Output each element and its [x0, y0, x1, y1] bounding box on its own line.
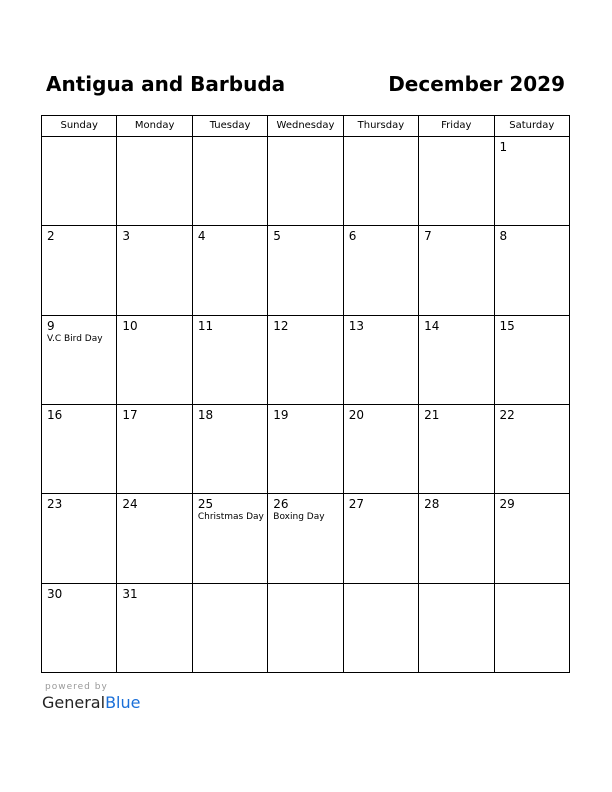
day-number: 9: [47, 318, 55, 333]
day-number: 21: [424, 407, 440, 422]
calendar-day-cell: [117, 315, 192, 404]
calendar-day-cell: [192, 583, 267, 672]
day-number: 7: [424, 229, 432, 244]
brand-blue-text: Blue: [105, 693, 141, 712]
calendar-week-row: [42, 137, 570, 226]
calendar-day-cell: [192, 137, 267, 226]
calendar-day-cell: [343, 583, 418, 672]
holiday-label: Christmas Day: [197, 512, 264, 523]
calendar-day-cell: [268, 137, 343, 226]
day-number: 12: [273, 318, 289, 333]
holiday-label: Boxing Day: [273, 512, 325, 523]
day-number: 16: [47, 407, 63, 422]
calendar-week-row: [42, 404, 570, 493]
calendar-day-cell: [117, 494, 192, 583]
calendar-day-cell: [494, 137, 569, 226]
generalblue-logo: [42, 693, 140, 713]
calendar-day-cell: [419, 315, 494, 404]
calendar-day-cell: [419, 494, 494, 583]
day-number: 26: [273, 497, 289, 512]
weekday-header-row: [42, 116, 570, 137]
calendar-day-cell: [343, 494, 418, 583]
day-number: 28: [424, 497, 440, 512]
calendar-day-cell: [42, 226, 117, 315]
weekday-header-monday: Monday: [117, 116, 192, 137]
calendar-day-cell: [42, 583, 117, 672]
calendar-day-cell: [117, 137, 192, 226]
month-calendar-grid: [41, 115, 570, 673]
day-number: 3: [122, 229, 131, 244]
day-number: 31: [122, 586, 138, 601]
calendar-day-cell: [419, 583, 494, 672]
calendar-day-cell: [117, 404, 192, 493]
day-number: 30: [47, 586, 63, 601]
day-number: 14: [424, 318, 440, 333]
day-number: 20: [348, 407, 364, 422]
calendar-day-cell: [192, 404, 267, 493]
calendar-day-cell: [42, 315, 117, 404]
day-number: 13: [348, 318, 364, 333]
weekday-header-saturday: Saturday: [494, 116, 569, 137]
brand-general-text: General: [42, 693, 106, 712]
day-number: 27: [348, 497, 364, 512]
day-number: 5: [273, 229, 281, 244]
calendar-country-title: Antigua and Barbuda: [46, 72, 286, 96]
weekday-header-wednesday: Wednesday: [268, 116, 343, 137]
day-number: 24: [122, 497, 138, 512]
calendar-day-cell: [117, 226, 192, 315]
calendar-day-cell: [419, 404, 494, 493]
day-number: 1: [499, 140, 508, 154]
day-number: 2: [47, 229, 55, 244]
day-number: 18: [197, 407, 214, 422]
calendar-day-cell: [268, 315, 343, 404]
calendar-day-cell: [343, 226, 418, 315]
weekday-header-sunday: Sunday: [42, 116, 117, 137]
weekday-header-friday: Friday: [419, 116, 494, 137]
day-number: 11: [197, 318, 214, 333]
holiday-label: V.C Bird Day: [47, 333, 103, 344]
calendar-week-row: [42, 494, 570, 583]
day-number: 17: [122, 407, 138, 422]
calendar-day-cell: [42, 494, 117, 583]
day-number: 8: [499, 229, 508, 244]
calendar-day-cell: [419, 137, 494, 226]
calendar-day-cell: [343, 315, 418, 404]
calendar-day-cell: [343, 404, 418, 493]
calendar-weeks: [42, 137, 570, 673]
day-number: 19: [273, 407, 289, 422]
calendar-day-cell: [42, 137, 117, 226]
calendar-day-cell: [343, 137, 418, 226]
day-number: 22: [499, 407, 515, 422]
calendar-day-cell: [494, 315, 569, 404]
calendar-week-row: [42, 315, 570, 404]
weekday-header-thursday: Thursday: [343, 116, 418, 137]
calendar-day-cell: [192, 315, 267, 404]
day-number: 29: [499, 497, 515, 512]
calendar-day-cell: [494, 583, 569, 672]
day-number: 25: [197, 497, 214, 512]
calendar-day-cell: [494, 494, 569, 583]
calendar-week-row: [42, 226, 570, 315]
calendar-day-cell: [494, 404, 569, 493]
day-number: 10: [122, 318, 138, 333]
calendar-day-cell: [42, 404, 117, 493]
calendar-month-title: December 2029: [388, 72, 565, 96]
calendar-day-cell: [494, 226, 569, 315]
calendar-day-cell: [268, 583, 343, 672]
powered-by-label: powered by: [45, 682, 108, 692]
calendar-day-cell: [117, 583, 192, 672]
day-number: 15: [499, 318, 515, 333]
calendar-day-cell: [268, 226, 343, 315]
day-number: 23: [47, 497, 63, 512]
calendar-day-cell: [268, 494, 343, 583]
calendar-week-row: [42, 583, 570, 672]
weekday-header-tuesday: Tuesday: [192, 116, 267, 137]
day-number: 6: [348, 229, 357, 244]
calendar-day-cell: [192, 494, 267, 583]
calendar-day-cell: [268, 404, 343, 493]
calendar-day-cell: [192, 226, 267, 315]
day-number: 4: [197, 229, 206, 244]
calendar-day-cell: [419, 226, 494, 315]
